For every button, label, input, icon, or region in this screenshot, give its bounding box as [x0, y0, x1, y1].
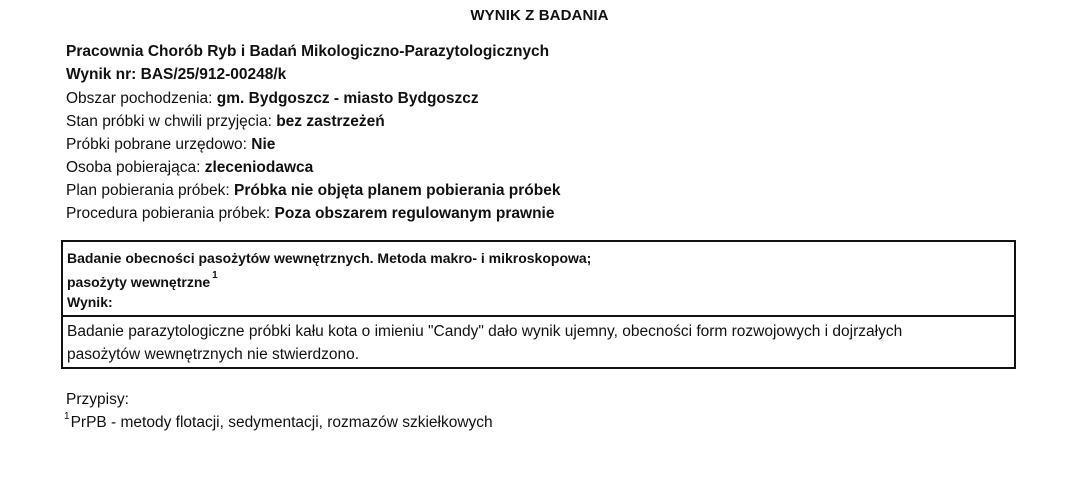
field-label: Procedura pobierania próbek: — [66, 205, 275, 222]
field-origin-area — [66, 90, 479, 108]
field-sampler — [66, 159, 313, 177]
test-heading: Badanie obecności pasożytów wewnętrznych. Metoda makro- i mikroskopowa; — [67, 250, 592, 266]
footnote-marker: 1 — [64, 411, 70, 422]
test-parameter — [67, 270, 218, 290]
footnote-item — [64, 411, 493, 432]
result-text-line-2: pasożytów wewnętrznych nie stwierdzono. — [67, 346, 360, 363]
field-sample-condition — [66, 113, 385, 131]
field-sampling-procedure — [66, 205, 554, 223]
footnote-text: PrPB - metody flotacji, sedymentacji, rozmazów szkiełkowych — [70, 414, 493, 431]
lab-name: Pracownia Chorób Ryb i Badań Mikologiczno-Parazytologicznych — [66, 43, 550, 60]
field-value: Próbka nie objęta planem pobierania próbek — [234, 182, 561, 199]
field-label: Próbki pobrane urzędowo: — [66, 136, 252, 153]
field-label: Stan próbki w chwili przyjęcia: — [66, 113, 277, 130]
box-divider — [63, 315, 1014, 317]
result-text-line-1: Badanie parazytologiczne próbki kału kota o imieniu "Candy" dało wynik ujemny, obecności form rozwojowych i dojrzałych — [67, 323, 903, 340]
field-label: Plan pobierania próbek: — [66, 182, 235, 199]
field-official-sampling — [66, 136, 275, 154]
footnote-marker: 1 — [212, 270, 218, 281]
field-value: zleceniodawca — [204, 159, 314, 176]
field-label: Osoba pobierająca: — [66, 159, 205, 176]
parameter-name: pasożyty wewnętrzne — [67, 274, 211, 290]
test-result-box — [61, 240, 1016, 369]
field-sampling-plan — [66, 182, 561, 200]
field-value: Nie — [251, 136, 276, 153]
field-label: Obszar pochodzenia: — [66, 90, 217, 107]
document-title: WYNIK Z BADANIA — [470, 7, 609, 24]
result-number: Wynik nr: BAS/25/912-00248/k — [66, 66, 287, 83]
field-value: gm. Bydgoszcz - miasto Bydgoszcz — [216, 90, 479, 107]
field-value: bez zastrzeżeń — [276, 113, 385, 130]
result-label: Wynik: — [67, 294, 113, 310]
footnotes-heading: Przypisy: — [66, 391, 129, 408]
field-value: Poza obszarem regulowanym prawnie — [274, 205, 555, 222]
